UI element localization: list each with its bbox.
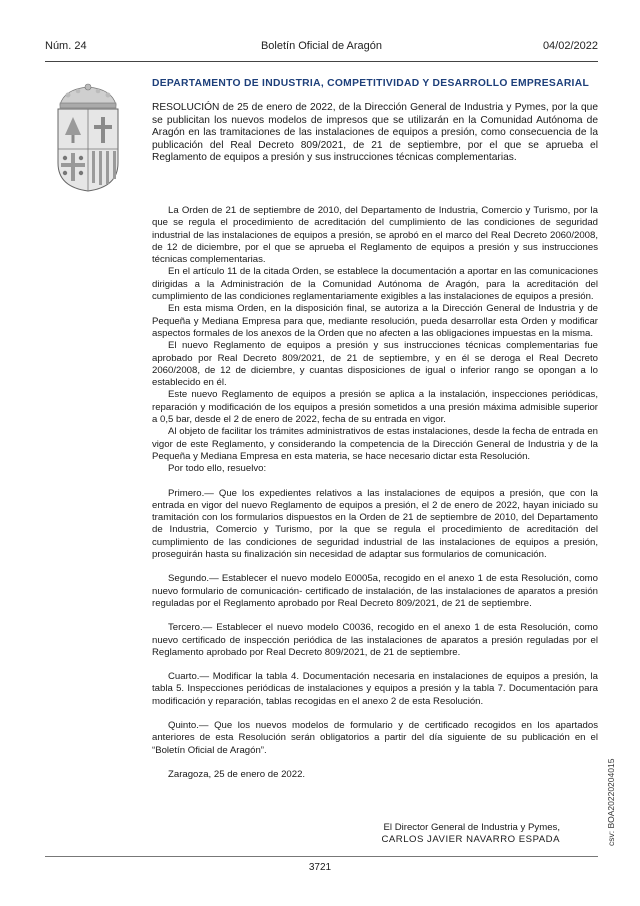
resolution-heading [152, 77, 598, 165]
article-cuarto: Cuarto.— Modificar la tabla 4. Documentación necesaria en instalaciones de equipos a presión, la tabla 5. Inspecciones periódicas de instalaciones y equipos a presión y la tabla 7. Documentación para modificación y reparación, tablas recogidas en el anexo 2 de esta Resolución. [152, 671, 598, 707]
article-segundo: Segundo.— Establecer el nuevo modelo E0005a, recogido en el anexo 1 de esta Resolución, como nuevo formulario de comunicación- certificado de instalación, de las instalaciones de aparatos a presión reguladas por el Reglamento aprobado por Real Decreto 809/2021, de 21 de septiembre. [152, 573, 598, 609]
place-date: Zaragoza, 25 de enero de 2022. [168, 768, 306, 780]
signer-role: El Director General de Industria y Pymes, [383, 822, 560, 833]
issue-number: Núm. 24 [45, 40, 87, 52]
footer-divider [45, 856, 598, 857]
paragraph: En el artículo 11 de la citada Orden, se establece la documentación a aportar en las comunicaciones dirigidas a la Administración de la Comunidad Autónoma de Aragón, para la acreditación del cumplimiento de las condiciones reglamentariamente exigibles a las instalaciones de equipos a presión. [152, 266, 598, 303]
aragon-coat-of-arms-icon [52, 83, 124, 193]
bulletin-title: Boletín Oficial de Aragón [260, 40, 383, 52]
article-tercero: Tercero.— Establecer el nuevo modelo C0036, recogido en el anexo 1 de esta Resolución, como nuevo certificado de inspección periódica de las instalaciones de aparatos a presión reguladas por el Reglamento aprobado por Real Decreto 809/2021, de 21 de septiembre. [152, 622, 598, 658]
department-name: DEPARTAMENTO DE INDUSTRIA, COMPETITIVIDAD Y DESARROLLO EMPRESARIAL [152, 78, 590, 89]
article-primero: Primero.— Que los expedientes relativos a las instalaciones de equipos a presión, que con la entrada en vigor del nuevo Reglamento de equipos a presión, el 2 de enero de 2022, hayan iniciado su tramitación con los formularios dispuestos en la Orden de 21 de septiembre de 2010, del Departamento de Industria, Comercio y Turismo, por la que se regula el procedimiento de acreditación del cumplimiento de las condiciones de seguridad industrial de las instalaciones de equipos a presión, proseguirán hasta su finalización sin necesidad de adaptar sus formularios de comunicación. [152, 487, 598, 561]
publication-date: 04/02/2022 [542, 40, 598, 52]
article-quinto: Quinto.— Que los nuevos modelos de formulario y de certificado recogidos en los apartados anteriores de esta Resolución serán obligatorios a partir del día siguiente de su publicación en el “Boletín Oficial de Aragón”. [152, 719, 598, 756]
page-header [45, 40, 598, 60]
paragraph: Por todo ello, resuelvo: [168, 463, 267, 475]
signer-name: CARLOS JAVIER NAVARRO ESPADA [381, 834, 560, 845]
csv-code: csv: BOA20220204015 [606, 758, 616, 846]
paragraph: Al objeto de facilitar los trámites administrativos de estas instalaciones, desde la fecha de entrada en vigor de este Reglamento, y considerando la competencia de la Dirección General de Industria y de la Pequeña y Mediana Empresa en esta materia, se hace necesario dictar esta Resolución. [152, 426, 598, 462]
paragraph: El nuevo Reglamento de equipos a presión y sus instrucciones técnicas complementarias fue aprobado por Real Decreto 809/2021, de 21 de septiembre, y en él se deroga el Real Decreto 2060/2008, de 12 de diciembre, y cuantas disposiciones de igual o inferior rango se opongan a lo establecido en él. [152, 340, 598, 389]
page-number: 3721 [308, 862, 332, 873]
header-divider [45, 61, 598, 62]
resolution-body [152, 205, 598, 781]
resolution-title: RESOLUCIÓN de 25 de enero de 2022, de la Dirección General de Industria y Pymes, por la que se publicitan los nuevos modelos de impresos que se utilizarán en la Comunidad Autónoma de Aragón en las tramitaciones de las instalaciones de equipos a presión, como consecuencia de la publicación del Real Decreto 809/2021, de 21 de septiembre, por el que se aprueba el Reglamento de equipos a presión y sus instrucciones técnicas complementarias. [152, 102, 598, 164]
signature-block [381, 822, 560, 846]
paragraph: Este nuevo Reglamento de equipos a presión se aplica a la instalación, inspecciones periódicas, reparación y modificación de los equipos a presión sometidos a una presión máxima admisible superior a 0,5 bar, desde el 2 de enero de 2022, fecha de su entrada en vigor. [152, 389, 598, 426]
paragraph: En esta misma Orden, en la disposición final, se autoriza a la Dirección General de Industria y de Pequeña y Mediana Empresa para que, mediante resolución, pueda desarrollar esta Orden y modificar aspectos formales de los anexos de la Orden que no afecten a las obligaciones impuestas en la misma. [152, 303, 598, 339]
paragraph: La Orden de 21 de septiembre de 2010, del Departamento de Industria, Comercio y Turismo, por la que se regula el procedimiento de acreditación del cumplimiento de las condiciones de seguridad industrial de las instalaciones de equipos a presión, se aprobó en el marco del Real Decreto 2060/2008, de 12 de diciembre, por el que se aprueba el Reglamento de equipos a presión y sus instrucciones técnicas complementarias. [152, 205, 598, 266]
